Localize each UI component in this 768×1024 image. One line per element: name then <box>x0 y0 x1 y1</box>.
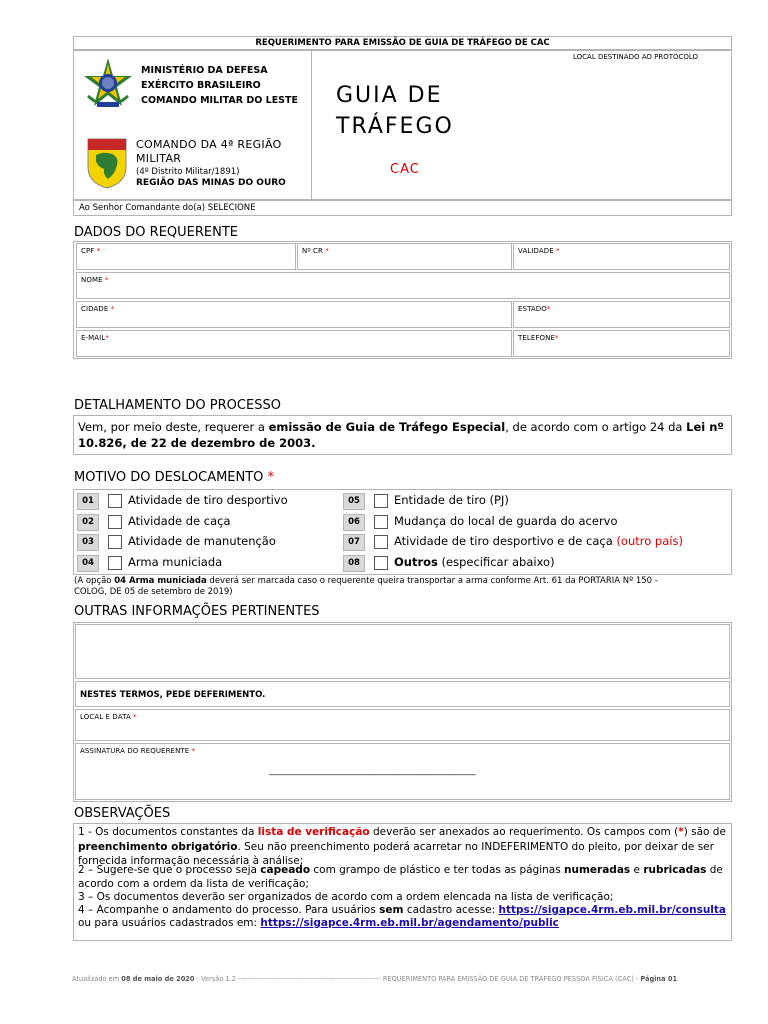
option-label: Atividade de caça <box>128 514 231 528</box>
obs-text: ou para usuários cadastrados em: <box>78 917 261 929</box>
motive-title-text: MOTIVO DO DESLOCAMENTO <box>74 470 264 485</box>
obs-text: 1 - Os documentos constantes da <box>78 826 258 838</box>
observation-line: fornecida informação necessária à análise; <box>78 855 304 867</box>
process-text-part: Vem, por meio deste, requerer a <box>78 420 269 434</box>
cr-label: Nº CR <box>302 247 324 255</box>
validity-field[interactable] <box>513 243 730 270</box>
observation-line <box>78 841 714 853</box>
note-text-bold: 04 Arma municiada <box>114 576 207 586</box>
command-title-2: MILITAR <box>136 152 182 165</box>
option-number: 07 <box>343 534 365 551</box>
obs-text-bold: capeado <box>260 864 311 876</box>
obs-text-bold: sem <box>379 904 404 916</box>
local-date-field[interactable] <box>75 709 730 741</box>
obs-text-bold: preenchimento obrigatório <box>78 841 238 853</box>
required-mark: * <box>678 826 684 838</box>
option-number: 06 <box>343 514 365 531</box>
option-label: Mudança do local de guarda do acervo <box>394 514 618 528</box>
closing-text: NESTES TERMOS, PEDE DEFERIMENTO. <box>80 690 266 700</box>
option-number: 08 <box>343 555 365 572</box>
obs-text: 2 – Sugere-se que o processo seja <box>78 864 261 876</box>
commander-select[interactable]: SELECIONE <box>207 203 256 213</box>
checkbox-mudanca-acervo[interactable] <box>374 515 388 529</box>
obs-text: ) são de <box>683 826 726 838</box>
signature-field[interactable] <box>75 743 730 800</box>
validity-label: VALIDADE <box>518 247 554 255</box>
option-label: Arma municiada <box>128 555 223 569</box>
option-number: 03 <box>77 534 99 551</box>
command-title: COMANDO DA 4ª REGIÃO <box>136 138 282 151</box>
guia-title: GUIA DE TRÁFEGO <box>336 83 454 139</box>
checkbox-tiro-caca-exterior[interactable] <box>374 535 388 549</box>
obs-text: e <box>630 864 644 876</box>
observation-line: acordo com a ordem da lista de verificação; <box>78 878 309 890</box>
option-number: 01 <box>77 493 99 510</box>
page-footer <box>72 975 677 983</box>
command-region: REGIÃO DAS MINAS DO OURO <box>136 178 286 188</box>
phone-field[interactable] <box>513 330 730 357</box>
cpf-field[interactable] <box>76 243 296 270</box>
obs-text: 4 – Acompanhe o andamento do processo. Para usuários <box>78 904 380 916</box>
section-process-title: DETALHAMENTO DO PROCESSO <box>74 398 281 413</box>
document-title: REQUERIMENTO PARA EMISSÃO DE GUIA DE TRÁFEGO DE CAC <box>73 36 732 50</box>
option-label: Entidade de tiro (PJ) <box>394 493 509 507</box>
regional-command-shield-icon <box>86 137 128 189</box>
city-field[interactable] <box>76 301 512 328</box>
checkbox-arma-municiada[interactable] <box>108 556 122 570</box>
section-requester-title: DADOS DO REQUERENTE <box>74 225 239 240</box>
signature-line: ____________________________________________ <box>269 766 476 776</box>
email-label: E-MAIL <box>81 334 106 342</box>
section-other-info-title: OUTRAS INFORMAÇÕES PERTINENTES <box>74 604 320 619</box>
city-label: CIDADE <box>81 305 109 313</box>
addressee-field[interactable] <box>73 200 732 216</box>
required-mark: * <box>105 334 109 342</box>
footer-text: - Versão 1.2 ------------------------------------------------------------ REQUERIMENTO PARA EMISSÃO DE GUIA DE TRÁFEGO PESSOA FÍSICA (CAC) - <box>194 975 641 983</box>
military-command-name: COMANDO MILITAR DO LESTE <box>141 95 298 106</box>
required-mark: * <box>110 305 115 313</box>
option-number: 02 <box>77 514 99 531</box>
other-info-textarea[interactable] <box>75 624 730 679</box>
checkbox-entidade-tiro[interactable] <box>374 494 388 508</box>
option-number: 05 <box>343 493 365 510</box>
motive-note <box>74 576 658 598</box>
obs-text: de <box>706 864 723 876</box>
obs-text: cadastro acesse: <box>403 904 499 916</box>
observation-line <box>78 917 559 929</box>
option-label-text: Atividade de tiro desportivo e de caça <box>394 534 613 548</box>
observation-line <box>78 904 726 916</box>
option-label: Atividade de manutenção <box>128 534 276 548</box>
process-text-bold: 10.826, de 22 de dezembro de 2003. <box>78 436 316 450</box>
cr-number-field[interactable] <box>297 243 512 270</box>
signature-label: ASSINATURA DO REQUERENTE <box>80 747 190 755</box>
process-text-bold: emissão de Guia de Tráfego Especial <box>268 420 506 434</box>
agendamento-link[interactable]: https://sigapce.4rm.eb.mil.br/agendamento/public <box>260 917 559 929</box>
note-text: deverá ser marcada caso o requerente queira transportar a arma conforme Art. 61 da PORTARIA Nº 150 - <box>206 576 658 586</box>
addressee-label: Ao Senhor Comandante do(a) <box>79 203 206 213</box>
required-mark: * <box>191 747 196 755</box>
name-label: NOME <box>81 276 103 284</box>
checkbox-caca[interactable] <box>108 515 122 529</box>
section-motive-title <box>74 470 274 485</box>
closing-row <box>75 681 730 707</box>
obs-text: . Seu não preenchimento poderá acarretar no INDEFERIMENTO do pleito, por deixar de ser <box>237 841 714 853</box>
phone-label: TELEFONE <box>518 334 556 342</box>
cpf-label: CPF <box>81 247 95 255</box>
option-label-text: Outros <box>394 555 438 569</box>
ministry-name: MINISTÉRIO DA DEFESA <box>141 65 268 76</box>
process-text-bold: Lei nº <box>686 420 724 434</box>
option-label <box>394 534 683 548</box>
option-label-extra: (especificar abaixo) <box>441 555 555 569</box>
army-name: EXÉRCITO BRASILEIRO <box>141 80 261 91</box>
option-label: Atividade de tiro desportivo <box>128 493 288 507</box>
required-mark: * <box>546 305 551 313</box>
brazil-coat-of-arms-icon <box>80 56 136 112</box>
checkbox-outros[interactable] <box>374 556 388 570</box>
footer-text: Atualizado em <box>72 975 122 983</box>
checkbox-tiro-desportivo[interactable] <box>108 494 122 508</box>
checkbox-manutencao[interactable] <box>108 535 122 549</box>
name-field[interactable] <box>76 272 730 299</box>
observation-line <box>78 826 726 838</box>
option-number: 04 <box>77 555 99 572</box>
obs-text-highlight: lista de verificação <box>257 826 370 838</box>
note-text: COLOG, DE 05 de setembro de 2019) <box>74 587 233 597</box>
command-subtitle: (4º Distrito Militar/1891) <box>136 167 240 177</box>
process-text-part: , de acordo com o artigo 24 da <box>505 420 687 434</box>
email-field[interactable] <box>76 330 512 357</box>
required-mark: * <box>96 247 101 255</box>
required-mark: * <box>556 247 560 255</box>
required-mark: * <box>325 247 329 255</box>
state-label: ESTADO <box>518 305 547 313</box>
option-label <box>394 555 555 569</box>
required-mark: * <box>555 334 559 342</box>
obs-text-bold: numeradas <box>564 864 631 876</box>
process-text <box>78 419 728 451</box>
required-mark: * <box>104 276 109 284</box>
observation-line <box>78 864 723 876</box>
protocol-area-label: LOCAL DESTINADO AO PROTOCOLO <box>573 53 699 61</box>
required-mark: * <box>267 470 275 485</box>
consulta-link[interactable]: https://sigapce.4rm.eb.mil.br/consulta <box>498 904 727 916</box>
required-mark: * <box>133 713 137 721</box>
footer-page: Página 01 <box>640 975 678 983</box>
option-label-extra: (outro país) <box>616 534 683 548</box>
obs-text: deverão ser anexados ao requerimento. Os campos com ( <box>369 826 679 838</box>
note-text: (A opção <box>74 576 115 586</box>
local-date-label: LOCAL E DATA <box>80 713 131 721</box>
state-field[interactable] <box>513 301 730 328</box>
cac-label: CAC <box>390 162 420 177</box>
footer-date: 08 de maio de 2020 <box>121 975 195 983</box>
section-observations-title: OBSERVAÇÕES <box>74 806 171 821</box>
observation-line: 3 – Os documentos deverão ser organizados de acordo com a ordem elencada na lista de verificação; <box>78 891 614 903</box>
header-divider <box>311 50 312 200</box>
obs-text: com grampo de plástico e ter todas as páginas <box>310 864 565 876</box>
obs-text-bold: rubricadas <box>643 864 707 876</box>
